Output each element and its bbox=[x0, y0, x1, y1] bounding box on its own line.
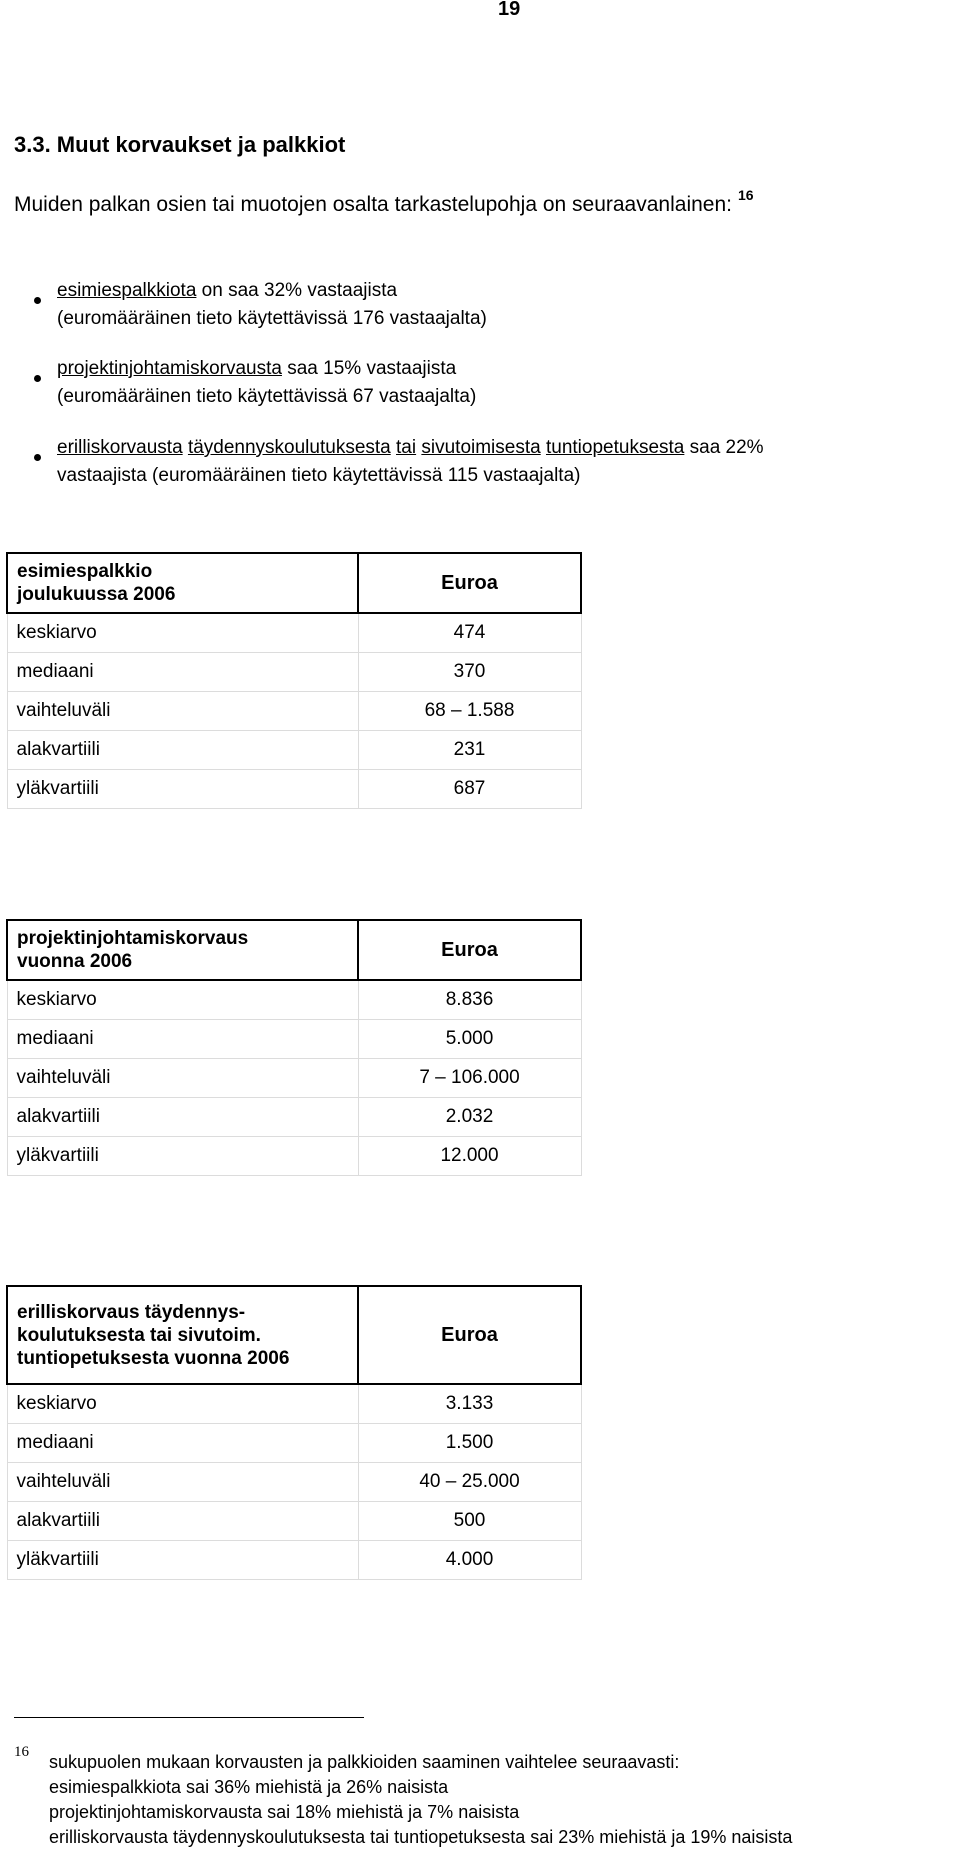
bullet-item bbox=[57, 277, 487, 333]
row-label: mediaani bbox=[7, 1020, 358, 1059]
intro-text: Muiden palkan osien tai muotojen osalta tarkastelupohja on seuraavanlainen: bbox=[14, 193, 732, 216]
header-line: erilliskorvaus täydennys- bbox=[17, 1301, 246, 1323]
row-label: mediaani bbox=[7, 653, 358, 692]
row-label: alakvartiili bbox=[7, 731, 358, 770]
table-body bbox=[7, 980, 581, 1176]
erilliskorvaus-table bbox=[6, 1285, 582, 1580]
projektinjohtamiskorvaus-table bbox=[6, 919, 582, 1176]
table-row bbox=[7, 1059, 581, 1098]
table-row bbox=[7, 1502, 581, 1541]
table-row bbox=[7, 613, 581, 653]
header-line: vuonna 2006 bbox=[17, 951, 133, 972]
table-row bbox=[7, 1424, 581, 1463]
header-line: joulukuussa 2006 bbox=[17, 584, 176, 605]
row-label: keskiarvo bbox=[7, 980, 358, 1020]
row-value: 231 bbox=[358, 731, 581, 770]
table-row bbox=[7, 1137, 581, 1176]
table-body bbox=[7, 1384, 581, 1580]
text-segment: (euromääräinen tieto käytettävissä 176 vastaajalta) bbox=[57, 308, 487, 329]
footnote-reference: 16 bbox=[737, 187, 754, 203]
row-value: 1.500 bbox=[358, 1424, 581, 1463]
header-line: koulutuksesta tai sivutoim. bbox=[17, 1324, 261, 1346]
row-value: 12.000 bbox=[358, 1137, 581, 1176]
text-segment: saa 22% bbox=[684, 437, 764, 458]
bullet-line bbox=[57, 277, 487, 305]
underlined-term: tai bbox=[396, 437, 417, 458]
page-number: 19 bbox=[498, 0, 521, 20]
footnote-mark: 16 bbox=[14, 1744, 29, 1760]
bullet-line bbox=[57, 305, 487, 333]
table-row bbox=[7, 731, 581, 770]
underlined-term: täydennyskoulutuksesta bbox=[187, 437, 391, 458]
intro-paragraph bbox=[14, 187, 754, 217]
row-label: vaihteluväli bbox=[7, 1463, 358, 1502]
row-label: keskiarvo bbox=[7, 1384, 358, 1424]
table-row bbox=[7, 1463, 581, 1502]
row-value: 5.000 bbox=[358, 1020, 581, 1059]
table-header-unit: Euroa bbox=[358, 553, 581, 613]
row-value: 3.133 bbox=[358, 1384, 581, 1424]
underlined-term: tuntiopetuksesta bbox=[545, 437, 685, 458]
header-line: esimiespalkkio bbox=[17, 561, 153, 582]
row-value: 40 – 25.000 bbox=[358, 1463, 581, 1502]
row-value: 4.000 bbox=[358, 1541, 581, 1580]
bullet-item bbox=[57, 355, 476, 411]
row-label: vaihteluväli bbox=[7, 692, 358, 731]
row-value: 474 bbox=[358, 613, 581, 653]
bullet-line bbox=[57, 434, 764, 462]
table-row bbox=[7, 1384, 581, 1424]
text-segment: vastaajista (euromääräinen tieto käytettävissä 115 vastaajalta) bbox=[57, 465, 581, 486]
row-value: 370 bbox=[358, 653, 581, 692]
header-line: tuntiopetuksesta vuonna 2006 bbox=[17, 1347, 290, 1369]
footnote-line: esimiespalkkiota sai 36% miehistä ja 26% naisista bbox=[49, 1777, 449, 1797]
row-value: 500 bbox=[358, 1502, 581, 1541]
bullet-line bbox=[57, 355, 476, 383]
row-value: 7 – 106.000 bbox=[358, 1059, 581, 1098]
bullet-icon bbox=[34, 297, 41, 304]
table-header-row bbox=[7, 920, 581, 980]
row-value: 8.836 bbox=[358, 980, 581, 1020]
footnote-line: erilliskorvausta täydennyskoulutuksesta tai tuntiopetuksesta sai 23% miehistä ja 19% naisista bbox=[49, 1827, 793, 1847]
bullet-line bbox=[57, 462, 764, 490]
bullet-line bbox=[57, 383, 476, 411]
underlined-term: projektinjohtamiskorvausta bbox=[57, 358, 282, 379]
text-segment: saa 15% vastaajista bbox=[281, 358, 457, 379]
table-row bbox=[7, 653, 581, 692]
table-header-label bbox=[7, 1286, 358, 1384]
row-label: alakvartiili bbox=[7, 1502, 358, 1541]
text-segment: on saa 32% vastaajista bbox=[196, 280, 398, 301]
footnote-line: projektinjohtamiskorvausta sai 18% miehistä ja 7% naisista bbox=[49, 1802, 520, 1822]
table-row bbox=[7, 692, 581, 731]
row-value: 687 bbox=[358, 770, 581, 809]
bullet-icon bbox=[34, 375, 41, 382]
row-label: yläkvartiili bbox=[7, 770, 358, 809]
row-label: yläkvartiili bbox=[7, 1541, 358, 1580]
footnote-line: sukupuolen mukaan korvausten ja palkkioiden saaminen vaihtelee seuraavasti: bbox=[49, 1752, 680, 1772]
underlined-term: sivutoimisesta bbox=[421, 437, 541, 458]
row-value: 68 – 1.588 bbox=[358, 692, 581, 731]
table-row bbox=[7, 770, 581, 809]
table-row bbox=[7, 1541, 581, 1580]
table-header-unit: Euroa bbox=[358, 920, 581, 980]
table-body bbox=[7, 613, 581, 809]
header-line: projektinjohtamiskorvaus bbox=[17, 928, 249, 949]
table-header-row bbox=[7, 553, 581, 613]
underlined-term: erilliskorvausta bbox=[57, 437, 183, 458]
row-label: mediaani bbox=[7, 1424, 358, 1463]
table-header-label bbox=[7, 920, 358, 980]
underlined-term: esimiespalkkiota bbox=[57, 280, 197, 301]
footnote-divider bbox=[14, 1717, 364, 1718]
row-label: yläkvartiili bbox=[7, 1137, 358, 1176]
table-row bbox=[7, 1098, 581, 1137]
row-label: keskiarvo bbox=[7, 613, 358, 653]
row-label: vaihteluväli bbox=[7, 1059, 358, 1098]
table-row bbox=[7, 980, 581, 1020]
table-header-label bbox=[7, 553, 358, 613]
table-row bbox=[7, 1020, 581, 1059]
footnote-text bbox=[49, 1750, 792, 1850]
row-value: 2.032 bbox=[358, 1098, 581, 1137]
esimiespalkkio-table bbox=[6, 552, 582, 809]
table-header-unit: Euroa bbox=[358, 1286, 581, 1384]
text-segment: (euromääräinen tieto käytettävissä 67 vastaajalta) bbox=[57, 386, 477, 407]
row-label: alakvartiili bbox=[7, 1098, 358, 1137]
bullet-icon bbox=[34, 454, 41, 461]
table-header-row bbox=[7, 1286, 581, 1384]
bullet-item bbox=[57, 434, 764, 490]
section-title: 3.3. Muut korvaukset ja palkkiot bbox=[14, 132, 346, 157]
